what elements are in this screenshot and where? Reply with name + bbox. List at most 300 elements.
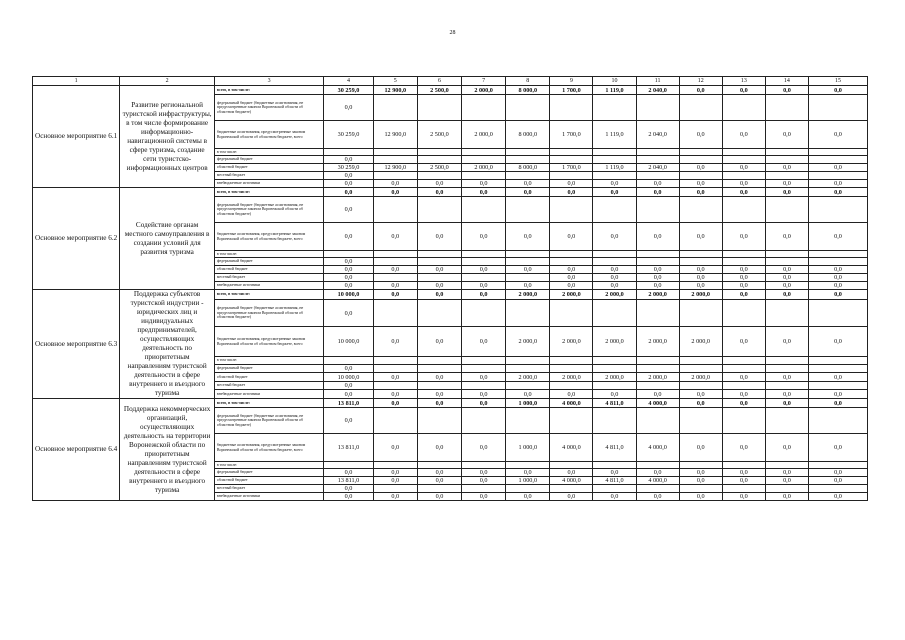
value-cell: 0,0 [417,266,461,274]
value-cell [417,364,461,373]
value-cell: 0,0 [324,95,373,121]
value-cell: 1 000,0 [506,399,550,408]
value-cell [593,462,636,469]
table-body [33,86,868,501]
value-cell: 0,0 [373,327,417,357]
funding-source-cell: федеральный бюджет (бюджетные ассигнования, не предусмотренные законом Воронежской области об областном бюджете) [214,408,323,434]
value-cell [324,462,373,469]
value-cell [722,156,765,164]
value-cell: 4 811,0 [593,434,636,462]
value-cell [593,156,636,164]
value-cell: 0,0 [324,493,373,501]
value-cell: 0,0 [373,290,417,300]
value-cell: 0,0 [765,373,808,382]
value-cell: 0,0 [373,188,417,197]
value-cell: 0,0 [722,188,765,197]
value-cell: 0,0 [765,282,808,290]
value-cell [593,299,636,327]
value-cell [636,485,679,493]
value-cell [808,364,867,373]
value-cell [765,172,808,180]
value-cell: 2 500,0 [417,164,461,172]
value-cell [417,462,461,469]
value-cell [462,485,506,493]
value-cell: 0,0 [765,274,808,282]
value-cell: 4 000,0 [550,434,593,462]
value-cell [462,258,506,266]
value-cell [417,149,461,156]
value-cell [506,357,550,364]
measure-name-cell: Развитие региональной туристской инфраструктуры, в том числе формирование информационно-навигационной системы в сфере туризма, создание сети туристско-информационных центров [120,86,215,188]
value-cell: 0,0 [550,266,593,274]
value-cell: 2 000,0 [636,290,679,300]
value-cell [808,197,867,223]
value-cell [722,251,765,258]
value-cell: 0,0 [593,274,636,282]
value-cell: 0,0 [324,223,373,251]
value-cell: 0,0 [550,493,593,501]
column-header: 13 [722,77,765,86]
value-cell: 1 119,0 [593,164,636,172]
value-cell [506,197,550,223]
value-cell [808,357,867,364]
value-cell [373,258,417,266]
funding-source-cell: федеральный бюджет [214,258,323,266]
value-cell: 0,0 [417,469,461,477]
value-cell: 2 000,0 [636,373,679,382]
value-cell [679,357,722,364]
value-cell [550,172,593,180]
value-cell [373,274,417,282]
value-cell [808,258,867,266]
value-cell [462,357,506,364]
value-cell [679,462,722,469]
funding-source-cell: всего, в том числе: [214,188,323,197]
value-cell [808,172,867,180]
value-cell [722,149,765,156]
value-cell [679,149,722,156]
value-cell [550,462,593,469]
value-cell [462,156,506,164]
value-cell [765,381,808,390]
value-cell [550,485,593,493]
value-cell: 8 000,0 [506,121,550,149]
funding-source-cell: бюджетные ассигнования, предусмотренные законом Воронежской области об областном бюджете, всего [214,121,323,149]
value-cell [550,364,593,373]
value-cell [462,364,506,373]
value-cell [373,156,417,164]
value-cell [722,357,765,364]
value-cell [373,251,417,258]
value-cell [679,485,722,493]
value-cell [506,95,550,121]
value-cell: 0,0 [550,390,593,399]
value-cell: 2 000,0 [506,373,550,382]
value-cell [373,364,417,373]
value-cell: 0,0 [636,274,679,282]
value-cell: 0,0 [462,282,506,290]
value-cell [550,251,593,258]
measure-cell: Основное мероприятие 6.1 [33,86,120,188]
measure-cell: Основное мероприятие 6.3 [33,290,120,399]
value-cell: 2 000,0 [679,327,722,357]
value-cell: 0,0 [808,373,867,382]
value-cell: 4 000,0 [636,477,679,485]
funding-source-cell: в том числе: [214,357,323,364]
value-cell [679,258,722,266]
value-cell: 0,0 [808,274,867,282]
value-cell [765,462,808,469]
value-cell: 0,0 [679,493,722,501]
value-cell [679,251,722,258]
value-cell: 0,0 [722,274,765,282]
value-cell: 0,0 [722,223,765,251]
value-cell: 0,0 [593,282,636,290]
value-cell: 0,0 [808,327,867,357]
value-cell: 0,0 [679,223,722,251]
value-cell: 0,0 [417,477,461,485]
value-cell: 0,0 [808,121,867,149]
funding-source-cell: внебюджетные источники [214,282,323,290]
value-cell [462,462,506,469]
value-cell: 1 700,0 [550,86,593,95]
value-cell [679,172,722,180]
value-cell: 0,0 [462,399,506,408]
value-cell: 0,0 [417,493,461,501]
value-cell: 0,0 [636,469,679,477]
value-cell: 10 000,0 [324,327,373,357]
value-cell [324,149,373,156]
value-cell [679,408,722,434]
value-cell: 0,0 [324,172,373,180]
value-cell: 0,0 [722,282,765,290]
funding-source-cell: местный бюджет [214,172,323,180]
column-header: 14 [765,77,808,86]
value-cell: 0,0 [679,180,722,188]
value-cell: 0,0 [373,180,417,188]
value-cell [462,299,506,327]
value-cell [765,251,808,258]
column-header: 10 [593,77,636,86]
value-cell [506,364,550,373]
value-cell [722,299,765,327]
value-cell [808,95,867,121]
value-cell: 2 000,0 [550,327,593,357]
value-cell: 0,0 [722,266,765,274]
value-cell [550,95,593,121]
value-cell [506,485,550,493]
value-cell [593,149,636,156]
value-cell [636,149,679,156]
value-cell: 2 040,0 [636,164,679,172]
value-cell [679,381,722,390]
value-cell: 0,0 [808,282,867,290]
value-cell [636,408,679,434]
value-cell: 0,0 [550,223,593,251]
value-cell [373,485,417,493]
value-cell: 0,0 [324,156,373,164]
value-cell [765,364,808,373]
value-cell: 2 000,0 [550,290,593,300]
value-cell [373,408,417,434]
value-cell: 0,0 [324,299,373,327]
value-cell [636,95,679,121]
value-cell [765,357,808,364]
value-cell: 0,0 [417,223,461,251]
funding-source-cell: бюджетные ассигнования, предусмотренные законом Воронежской области об областном бюджете, всего [214,434,323,462]
value-cell [373,197,417,223]
value-cell: 0,0 [506,266,550,274]
value-cell: 0,0 [373,434,417,462]
value-cell: 0,0 [679,274,722,282]
value-cell [373,149,417,156]
value-cell [808,299,867,327]
funding-source-cell: федеральный бюджет [214,364,323,373]
value-cell [722,95,765,121]
value-cell: 12 900,0 [373,164,417,172]
value-cell: 0,0 [373,477,417,485]
value-cell [550,299,593,327]
value-cell: 4 811,0 [593,399,636,408]
value-cell: 0,0 [417,290,461,300]
value-cell: 0,0 [324,258,373,266]
value-cell: 10 000,0 [324,373,373,382]
funding-source-cell: внебюджетные источники [214,493,323,501]
funding-source-cell: бюджетные ассигнования, предусмотренные законом Воронежской области об областном бюджете, всего [214,223,323,251]
value-cell [417,381,461,390]
column-header: 3 [214,77,323,86]
value-cell: 0,0 [765,223,808,251]
value-cell: 1 000,0 [506,477,550,485]
funding-source-cell: областной бюджет [214,373,323,382]
value-cell [808,149,867,156]
value-cell: 0,0 [722,399,765,408]
value-cell: 0,0 [679,164,722,172]
value-cell [636,172,679,180]
value-cell [765,485,808,493]
value-cell: 0,0 [462,266,506,274]
value-cell: 0,0 [324,180,373,188]
value-cell: 0,0 [373,390,417,399]
value-cell [506,462,550,469]
value-cell: 0,0 [373,223,417,251]
value-cell: 0,0 [722,290,765,300]
value-cell [722,408,765,434]
funding-source-cell: всего, в том числе: [214,86,323,95]
value-cell: 0,0 [636,223,679,251]
value-cell [636,364,679,373]
value-cell: 1 700,0 [550,121,593,149]
value-cell [722,462,765,469]
value-cell [808,408,867,434]
value-cell: 0,0 [324,381,373,390]
value-cell: 30 259,0 [324,164,373,172]
value-cell: 13 811,0 [324,434,373,462]
value-cell: 0,0 [462,223,506,251]
value-cell [593,258,636,266]
value-cell: 8 000,0 [506,164,550,172]
value-cell: 0,0 [593,493,636,501]
value-cell: 0,0 [808,469,867,477]
funding-source-cell: всего, в том числе: [214,290,323,300]
value-cell [417,95,461,121]
value-cell: 0,0 [722,327,765,357]
value-cell: 0,0 [765,434,808,462]
value-cell: 0,0 [593,390,636,399]
value-cell [506,156,550,164]
value-cell: 2 000,0 [593,290,636,300]
value-cell: 0,0 [417,390,461,399]
value-cell [679,156,722,164]
value-cell: 0,0 [636,266,679,274]
value-cell: 0,0 [506,493,550,501]
measure-name-cell: Поддержка субъектов туристской индустрии - юридических лиц и индивидуальных предпринимателей, осуществляющих деятельность по приоритетным направлениям туристской деятельности в сфере внутреннего и въездного туризма [120,290,215,399]
value-cell [506,408,550,434]
value-cell: 0,0 [808,493,867,501]
value-cell: 0,0 [722,164,765,172]
value-cell [506,258,550,266]
value-cell: 0,0 [636,188,679,197]
value-cell [765,149,808,156]
table-row [33,290,868,300]
value-cell: 0,0 [550,188,593,197]
value-cell: 0,0 [324,408,373,434]
value-cell: 2 000,0 [593,327,636,357]
value-cell [636,258,679,266]
value-cell: 10 000,0 [324,290,373,300]
value-cell: 0,0 [462,180,506,188]
value-cell [636,357,679,364]
value-cell: 0,0 [324,390,373,399]
value-cell: 0,0 [417,327,461,357]
funding-source-cell: федеральный бюджет (бюджетные ассигнования, не предусмотренные законом Воронежской области об областном бюджете) [214,299,323,327]
value-cell [636,156,679,164]
value-cell: 0,0 [808,266,867,274]
value-cell [593,485,636,493]
value-cell: 0,0 [679,434,722,462]
value-cell: 0,0 [417,180,461,188]
value-cell: 2 500,0 [417,121,461,149]
value-cell: 0,0 [722,434,765,462]
value-cell [462,172,506,180]
budget-table [32,76,868,501]
value-cell: 0,0 [808,188,867,197]
table-row [33,399,868,408]
value-cell [636,462,679,469]
value-cell [324,251,373,258]
value-cell [373,381,417,390]
value-cell: 13 811,0 [324,477,373,485]
header-row [33,77,868,86]
value-cell: 0,0 [722,477,765,485]
value-cell: 0,0 [324,485,373,493]
value-cell [808,251,867,258]
column-header: 5 [373,77,417,86]
value-cell: 2 040,0 [636,121,679,149]
value-cell [506,251,550,258]
value-cell [462,408,506,434]
funding-source-cell: федеральный бюджет (бюджетные ассигнования, не предусмотренные законом Воронежской области об областном бюджете) [214,197,323,223]
value-cell: 0,0 [506,223,550,251]
value-cell: 0,0 [636,493,679,501]
column-header: 1 [33,77,120,86]
value-cell: 0,0 [765,86,808,95]
value-cell [506,299,550,327]
value-cell [636,299,679,327]
value-cell [765,95,808,121]
value-cell [462,251,506,258]
value-cell: 0,0 [324,364,373,373]
value-cell [417,258,461,266]
column-header: 8 [506,77,550,86]
value-cell: 0,0 [765,180,808,188]
value-cell [679,197,722,223]
value-cell [593,172,636,180]
funding-source-cell: внебюджетные источники [214,390,323,399]
value-cell [593,357,636,364]
value-cell: 2 000,0 [593,373,636,382]
value-cell: 0,0 [417,434,461,462]
column-header: 7 [462,77,506,86]
value-cell: 0,0 [593,188,636,197]
funding-source-cell: местный бюджет [214,485,323,493]
value-cell [550,357,593,364]
value-cell [679,299,722,327]
value-cell: 0,0 [679,86,722,95]
value-cell: 0,0 [417,188,461,197]
value-cell: 0,0 [722,469,765,477]
value-cell: 13 811,0 [324,399,373,408]
value-cell: 0,0 [765,469,808,477]
funding-source-cell: федеральный бюджет (бюджетные ассигнования, не предусмотренные законом Воронежской области об областном бюджете) [214,95,323,121]
value-cell: 0,0 [593,469,636,477]
value-cell: 0,0 [593,223,636,251]
value-cell: 0,0 [506,282,550,290]
value-cell: 0,0 [765,266,808,274]
value-cell [722,485,765,493]
value-cell [417,299,461,327]
value-cell [765,299,808,327]
value-cell: 2 000,0 [506,290,550,300]
value-cell: 1 119,0 [593,86,636,95]
value-cell: 0,0 [636,390,679,399]
value-cell: 2 040,0 [636,86,679,95]
value-cell [506,172,550,180]
value-cell [550,381,593,390]
value-cell: 0,0 [722,390,765,399]
value-cell: 2 000,0 [679,373,722,382]
value-cell: 0,0 [679,399,722,408]
value-cell [462,95,506,121]
value-cell: 0,0 [417,373,461,382]
value-cell: 0,0 [808,477,867,485]
value-cell: 0,0 [373,493,417,501]
value-cell: 0,0 [679,121,722,149]
value-cell: 0,0 [550,180,593,188]
value-cell [722,364,765,373]
funding-source-cell: бюджетные ассигнования, предусмотренные законом Воронежской области об областном бюджете, всего [214,327,323,357]
value-cell [550,149,593,156]
value-cell: 0,0 [808,434,867,462]
value-cell: 0,0 [462,390,506,399]
value-cell [636,251,679,258]
value-cell [593,408,636,434]
value-cell [324,357,373,364]
value-cell [679,95,722,121]
value-cell [808,156,867,164]
value-cell: 4 000,0 [636,399,679,408]
value-cell [808,485,867,493]
